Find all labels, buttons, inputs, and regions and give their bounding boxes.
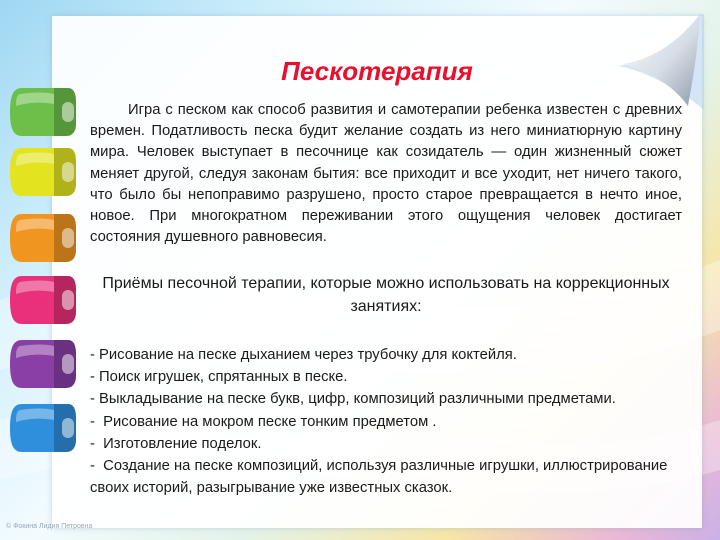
techniques-heading: Приёмы песочной терапии, которые можно использовать на коррекционных занятиях: (102, 275, 670, 315)
tab-decoration (10, 210, 76, 266)
slide-title: Пескотерапия (281, 56, 473, 86)
techniques-list (90, 344, 682, 499)
tab-decoration (10, 272, 76, 328)
list-item: - Выкладывание на песке букв, цифр, композиций различными предметами. (90, 391, 616, 408)
copyright-note: © Фокина Лидия Петровна (6, 523, 93, 530)
list-item: - Рисование на песке дыханием через трубочку для коктейля. (90, 347, 517, 363)
list-item: - Рисование на мокром песке тонким предметом . (90, 413, 437, 430)
tab-decoration (10, 84, 76, 140)
list-item: - Изготовление поделок. (90, 435, 262, 452)
tab-decoration (10, 144, 76, 200)
list-item: - Создание на песке композиций, используя различные игрушки, иллюстрирование своих историй, разыгрывание уже известных сказок. (90, 458, 672, 497)
tab-decoration (10, 400, 76, 456)
intro-paragraph: Игра с песком как способ развития и самотерапии ребенка известен с древних времен. Податливость песка будит желание создать из него миниатюрную картину мира. Человек выступает в песочнице как созидатель — один жизненный сюжет меняет другой, следуя законам бытия: все приходит и все уходит, нет ничего такого, что было бы непоправимо разрушено, просто старое превращается в нечто иное, новое. При многократном переживании этого ощущения человек достигает состояния душевного равновесия. (90, 102, 682, 246)
list-item: - Поиск игрушек, спрятанных в песке. (90, 369, 348, 386)
tab-decoration (10, 336, 76, 392)
